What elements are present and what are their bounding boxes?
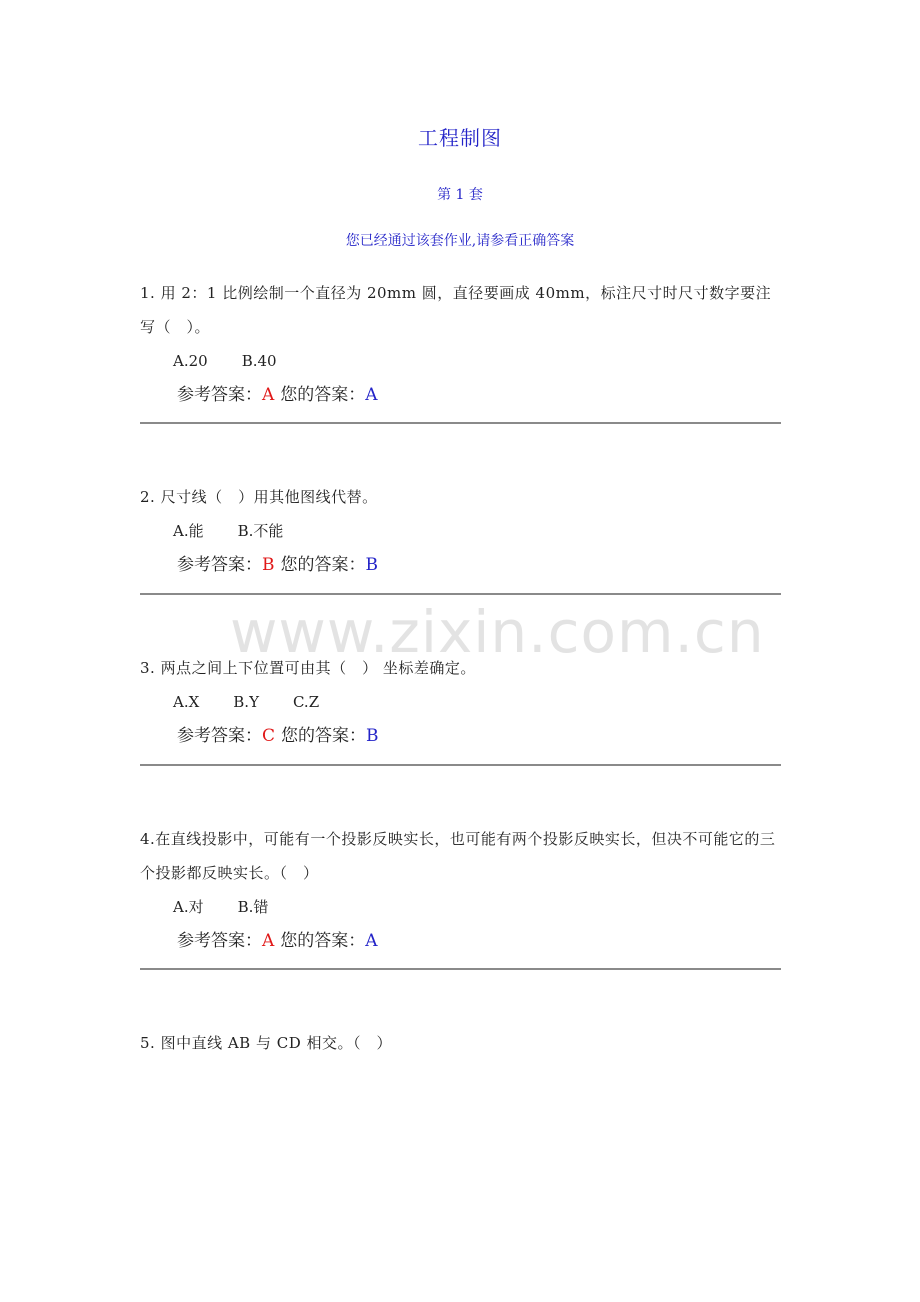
option-a: A.能 <box>173 522 204 540</box>
reference-answer: C <box>262 726 276 746</box>
question-4 <box>140 822 782 958</box>
answer-line <box>177 924 782 958</box>
options <box>173 685 782 719</box>
reference-answer: A <box>262 931 275 951</box>
option-c: C.Z <box>292 693 320 711</box>
option-b: B.Y <box>233 693 259 711</box>
question-3 <box>140 651 782 753</box>
reference-answer: A <box>262 385 275 405</box>
answer-line <box>177 378 782 412</box>
answer-line <box>177 719 782 753</box>
your-answer-label: 您的答案： <box>281 726 367 746</box>
option-b: B.40 <box>241 352 277 370</box>
question-text: 4.在直线投影中，可能有一个投影反映实长，也可能有两个投影反映实长，但决不可能它的三个投影都反映实长。（ ） <box>140 830 776 882</box>
watermark: www.zixin.com.cn <box>230 598 765 666</box>
divider <box>140 764 781 766</box>
divider <box>140 593 781 595</box>
divider <box>140 968 781 970</box>
reference-answer-label: 参考答案： <box>177 555 262 575</box>
reference-answer-label: 参考答案： <box>177 931 262 951</box>
question-1 <box>140 276 782 412</box>
your-answer-label: 您的答案： <box>280 555 366 575</box>
your-answer: A <box>365 385 378 405</box>
your-answer: B <box>365 555 378 575</box>
your-answer-label: 您的答案： <box>280 385 366 405</box>
divider <box>140 422 781 424</box>
option-b: B.不能 <box>237 522 284 540</box>
question-text: 1. 用 2：1 比例绘制一个直径为 20mm 圆，直径要画成 40mm，标注尺寸时尺寸数字要注写（ ）。 <box>140 284 772 336</box>
question-2 <box>140 480 782 582</box>
option-a: A.对 <box>173 898 204 916</box>
answer-line <box>177 548 782 582</box>
reference-answer-label: 参考答案： <box>177 385 262 405</box>
question-text: 5. 图中直线 AB 与 CD 相交。（ ） <box>140 1034 393 1052</box>
your-answer: B <box>366 726 379 746</box>
completion-notice: 您已经通过该套作业,请参看正确答案 <box>345 233 575 249</box>
question-5 <box>140 1026 782 1060</box>
set-number: 第 1 套 <box>437 187 483 203</box>
your-answer-label: 您的答案： <box>280 931 366 951</box>
options <box>173 890 782 924</box>
reference-answer: B <box>262 555 275 575</box>
page-title: 工程制图 <box>418 126 502 150</box>
reference-answer-label: 参考答案： <box>177 726 262 746</box>
options <box>173 344 782 378</box>
option-a: A.X <box>173 693 200 711</box>
option-b: B.错 <box>237 898 269 916</box>
your-answer: A <box>365 931 378 951</box>
options <box>173 514 782 548</box>
question-text: 3. 两点之间上下位置可由其（ ） 坐标差确定。 <box>140 659 476 677</box>
question-text: 2. 尺寸线（ ）用其他图线代替。 <box>140 488 378 506</box>
option-a: A.20 <box>173 352 208 370</box>
